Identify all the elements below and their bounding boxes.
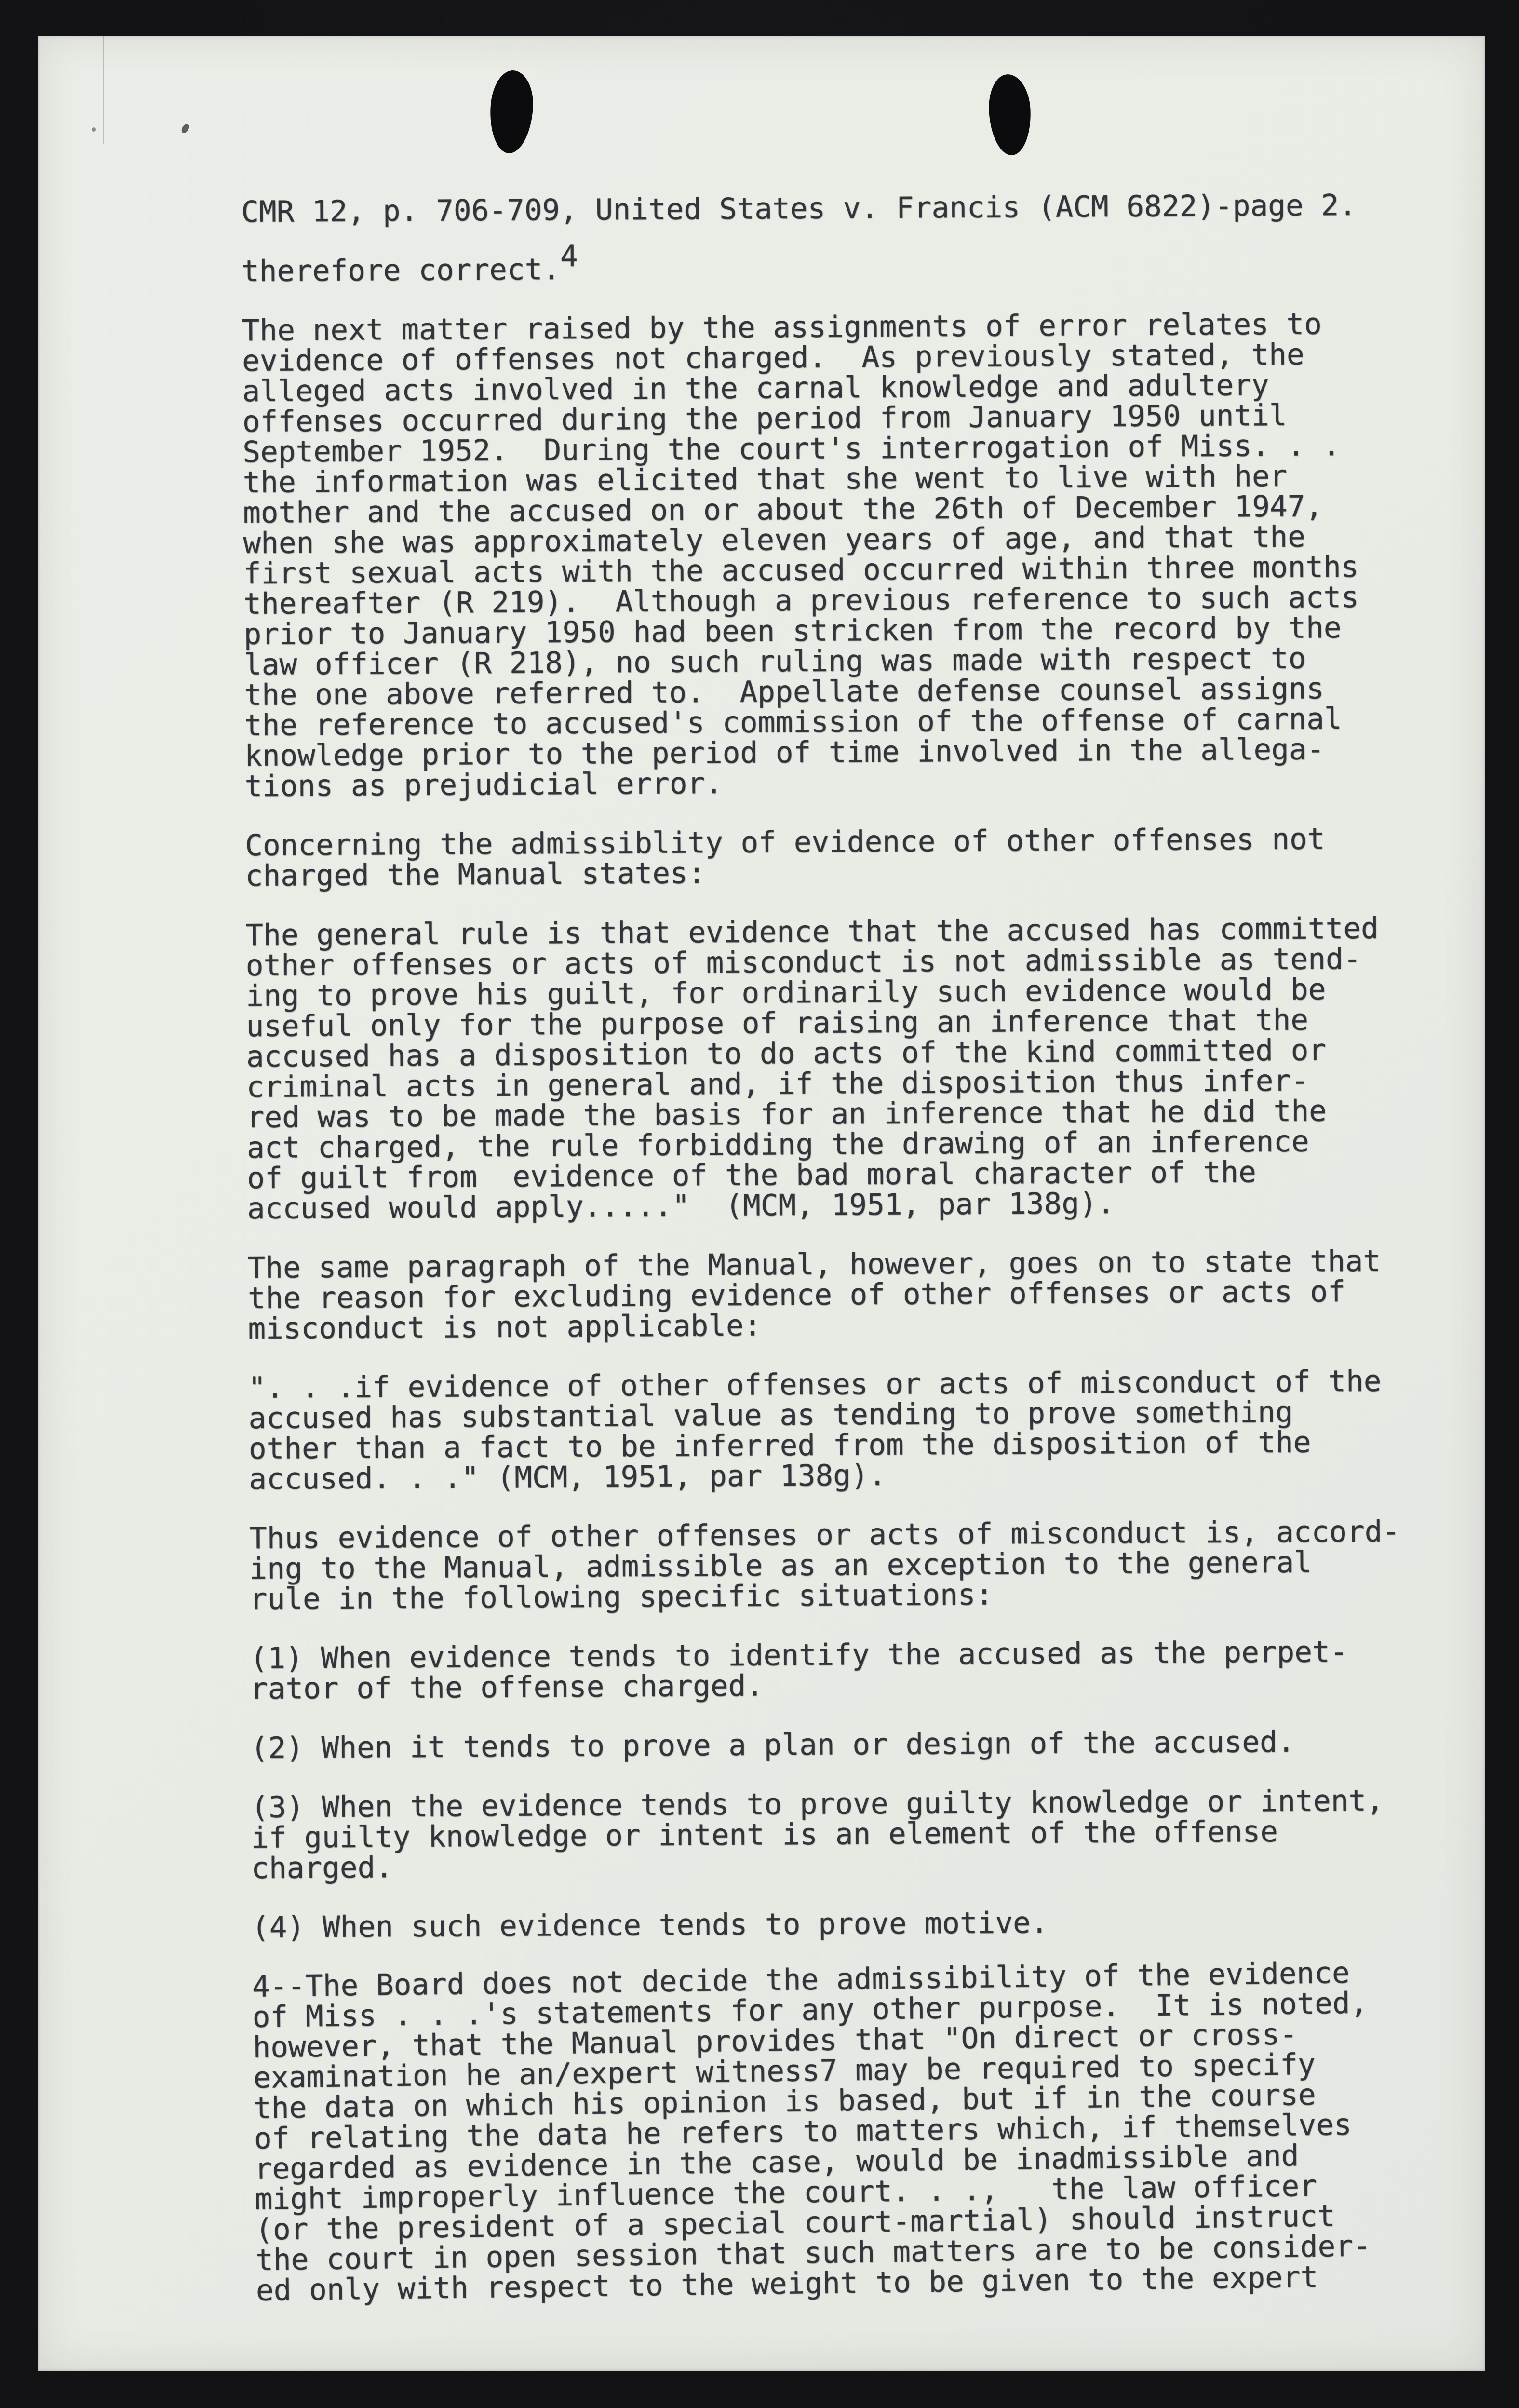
paragraph-thus-evidence: Thus evidence of other offenses or acts of misconduct is, accord- ing to the Manual, admissible as an exception to the general rule in the following specific situations: <box>249 1514 1400 1616</box>
paragraph-concerning-admissibility: Concerning the admissiblity of evidence of other offenses not charged the Manual states: <box>245 822 1325 893</box>
sentence-continuation-line <box>241 239 1437 288</box>
list-item-3: (3) When the evidence tends to prove guilty knowledge or intent, if guilty knowledge or intent is an element of the offense charged. <box>251 1783 1384 1885</box>
typewritten-text <box>241 189 1450 2335</box>
list-item-4: (4) When such evidence tends to prove motive. <box>251 1905 1049 1945</box>
list-item-1: (1) When evidence tends to identify the accused as the perpet- rator of the offense charged. <box>250 1635 1348 1706</box>
paragraph-next-matter: The next matter raised by the assignments of error relates to evidence of offenses not charged. As previously stated, the alleged acts involved in the carnal knowledge and adultery offenses occurred during the period from January 1950 until September 1952. During the court's interrogation of Miss. . . the information was elicited that she went to live with her mother and the accused on or about the 26th of December 1947, when she was approximately eleven years of age, and that the first sexual acts with the accused occurred within three months thereafter (R 219). Although a previous reference to such acts prior to January 1950 had been stricken from the record by the law officer (R 218), no such ruling was made with respect to the one above referred to. Appellate defense counsel assigns the reference to accused's commission of the offense of carnal knowledge prior to the period of time involved in the allega- tions as prejudicial error. <box>242 307 1359 803</box>
paper-speck <box>180 122 190 135</box>
paper-speck <box>92 127 96 132</box>
paper-crease <box>103 36 104 144</box>
quote-if-evidence: ". . .if evidence of other offenses or acts of misconduct of the accused has substantial value as tending to prove something other than a fact to be inferred from the disposition of the accused. . ." (MCM, 1951, par 138g). <box>248 1364 1382 1496</box>
footnote-4: 4--The Board does not decide the admissibility of the evidence of Miss . . .'s statements for any other purpose. It is noted, however, that the Manual provides that "On direct or cross- examination he an/expert witness7 may be required to specify the data on which his opinion is based, but if in the course of relating the data he refers to matters which, if themselves regarded as evidence in the case, would be inadmissible and might improperly influence the court. . ., the law officer (or the president of a special court-martial) should instruct the court in open session that such matters are to be consider- ed only with respect to the weight to be given to the expert <box>252 1955 1371 2308</box>
list-item-2: (2) When it tends to prove a plan or design of the accused. <box>250 1724 1295 1765</box>
footnote-reference-4: 4 <box>560 239 578 273</box>
hole-punch-left-icon <box>487 69 536 155</box>
document-page <box>38 36 1485 2371</box>
sentence-continuation-text: therefore correct. <box>241 252 561 288</box>
hole-punch-right-icon <box>987 73 1033 156</box>
header-line: CMR 12, p. 706-709, United States v. Francis (ACM 6822)-page 2. <box>241 188 1357 229</box>
paragraph-same-paragraph: The same paragraph of the Manual, however, goes on to state that the reason for excluding evidence of other offenses or acts of misconduct is not applicable: <box>247 1244 1381 1346</box>
quote-general-rule: The general rule is that evidence that the accused has committed other offenses or acts of misconduct is not admissible as tend- ing to prove his guilt, for ordinarily such evidence would be useful only for the purpose of raising an inference that the accused has a disposition to do acts of the kind committed or criminal acts in general and, if the disposition thus infer- red was to be made the basis for an inference that he did the act charged, the rule forbidding the drawing of an inference of guilt from evidence of the bad moral character of the accused would apply....." (MCM, 1951, par 138g). <box>245 911 1379 1226</box>
